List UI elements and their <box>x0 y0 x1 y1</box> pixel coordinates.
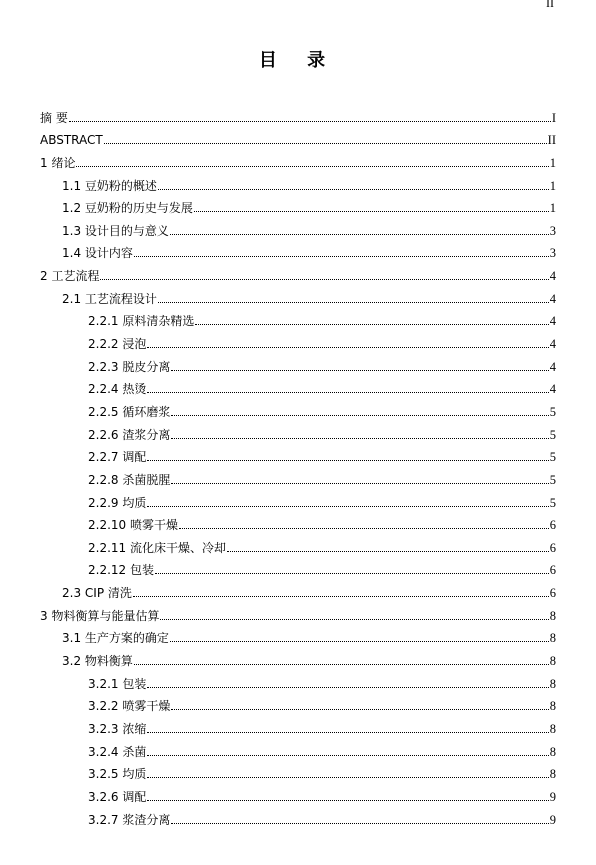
toc-entry-label: 1.2 豆奶粉的历史与发展 <box>62 201 193 216</box>
toc-dot-leader <box>147 346 548 348</box>
toc-entry[interactable] <box>40 238 556 261</box>
toc-entry[interactable] <box>40 147 556 170</box>
toc-entry-page: 8 <box>549 608 556 623</box>
toc-entry-page: 1 <box>549 201 556 216</box>
toc-entry-page: 4 <box>549 337 556 352</box>
toc-entry-label: 2.2.10 喷雾干燥 <box>88 518 178 533</box>
toc-entry-page: 8 <box>549 744 556 759</box>
toc-entry[interactable] <box>40 668 556 691</box>
toc-dot-leader <box>194 210 549 212</box>
toc-dot-leader <box>147 799 548 801</box>
toc-entry-label: 3.2.4 杀菌 <box>88 744 147 759</box>
toc-dot-leader <box>147 391 548 393</box>
toc-dot-leader <box>100 278 548 280</box>
toc-entry-label: 2.2.6 渣浆分离 <box>88 427 171 442</box>
toc-entry[interactable] <box>40 102 556 125</box>
toc-entry-page: 1 <box>549 178 556 193</box>
toc-dot-leader <box>76 165 548 167</box>
toc-dot-leader <box>171 437 548 439</box>
toc-dot-leader <box>195 323 548 325</box>
toc-entry-label: 1 绪论 <box>40 155 76 170</box>
toc-entry[interactable] <box>40 215 556 238</box>
toc-entry-page: 5 <box>549 404 556 419</box>
toc-entry-label: 3 物料衡算与能量估算 <box>40 608 160 623</box>
toc-entry-page: 8 <box>549 721 556 736</box>
toc-entry[interactable] <box>40 555 556 578</box>
toc-entry[interactable] <box>40 577 556 600</box>
toc-dot-leader <box>147 731 548 733</box>
toc-entry[interactable] <box>40 464 556 487</box>
toc-entry[interactable] <box>40 396 556 419</box>
page-number: II <box>546 0 554 10</box>
toc-entry-label: ABSTRACT <box>40 133 103 148</box>
toc-dot-leader <box>104 142 547 144</box>
toc-entry-label: 1.1 豆奶粉的概述 <box>62 178 157 193</box>
toc-entry[interactable] <box>40 442 556 465</box>
toc-entry-page: 5 <box>549 450 556 465</box>
toc-entry-page: 1 <box>549 155 556 170</box>
toc-dot-leader <box>69 120 551 122</box>
toc-entry[interactable] <box>40 306 556 329</box>
toc-entry-label: 3.2.5 均质 <box>88 767 147 782</box>
toc-entry[interactable] <box>40 804 556 827</box>
toc-entry-label: 2.2.9 均质 <box>88 495 147 510</box>
toc-dot-leader <box>147 776 548 778</box>
toc-dot-leader <box>179 527 549 529</box>
toc-entry-label: 3.2.3 浓缩 <box>88 721 147 736</box>
toc-entry[interactable] <box>40 623 556 646</box>
toc-entry-page: 4 <box>549 382 556 397</box>
toc-dot-leader <box>147 754 548 756</box>
toc-entry-page: 4 <box>549 359 556 374</box>
toc-entry-label: 2.2.5 循环磨浆 <box>88 404 171 419</box>
toc-dot-leader <box>171 369 548 371</box>
toc-entry-label: 3.2.6 调配 <box>88 789 147 804</box>
toc-dot-leader <box>170 233 549 235</box>
toc-entry-label: 3.2.2 喷雾干燥 <box>88 699 171 714</box>
toc-entry[interactable] <box>40 419 556 442</box>
toc-dot-leader <box>147 686 548 688</box>
toc-entry-page: I <box>551 110 556 125</box>
toc-dot-leader <box>134 663 549 665</box>
toc-entry-label: 2.2.12 包装 <box>88 563 154 578</box>
toc-dot-leader <box>171 822 548 824</box>
toc-entry-label: 2.2.3 脱皮分离 <box>88 359 171 374</box>
toc-entry-page: 8 <box>549 654 556 669</box>
toc-entry-label: 1.3 设计目的与意义 <box>62 223 169 238</box>
toc-entry-page: 8 <box>549 631 556 646</box>
toc-entry[interactable] <box>40 645 556 668</box>
toc-dot-leader <box>155 572 549 574</box>
table-of-contents <box>40 102 556 827</box>
toc-dot-leader <box>147 459 548 461</box>
toc-entry-label: 3.2.1 包装 <box>88 676 147 691</box>
toc-entry[interactable] <box>40 193 556 216</box>
toc-entry[interactable] <box>40 328 556 351</box>
toc-dot-leader <box>171 414 548 416</box>
toc-dot-leader <box>133 595 549 597</box>
toc-entry-page: 4 <box>549 269 556 284</box>
toc-entry-page: 3 <box>549 246 556 261</box>
toc-entry-page: 8 <box>549 676 556 691</box>
page-title: 目 录 <box>258 50 338 71</box>
toc-entry-page: 8 <box>549 699 556 714</box>
toc-dot-leader <box>227 550 549 552</box>
toc-dot-leader <box>134 255 549 257</box>
toc-entry-label: 2 工艺流程 <box>40 269 100 284</box>
toc-entry-label: 2.2.2 浸泡 <box>88 337 147 352</box>
toc-entry-page: 3 <box>549 223 556 238</box>
toc-entry-label: 2.2.1 原料清杂精选 <box>88 314 195 329</box>
toc-entry-label: 3.2 物料衡算 <box>62 654 133 669</box>
toc-entry-page: 6 <box>549 586 556 601</box>
toc-entry[interactable] <box>40 487 556 510</box>
toc-entry-page: 9 <box>549 789 556 804</box>
toc-entry-page: 4 <box>549 314 556 329</box>
toc-entry[interactable] <box>40 532 556 555</box>
toc-entry[interactable] <box>40 260 556 283</box>
toc-entry-label: 2.2.11 流化床干燥、冷却 <box>88 540 226 555</box>
toc-entry-page: 5 <box>549 472 556 487</box>
toc-dot-leader <box>160 618 548 620</box>
toc-entry-page: 6 <box>549 563 556 578</box>
toc-entry-page: 8 <box>549 767 556 782</box>
toc-dot-leader <box>171 708 548 710</box>
toc-entry[interactable] <box>40 781 556 804</box>
toc-entry-label: 2.2.7 调配 <box>88 450 147 465</box>
toc-entry-label: 1.4 设计内容 <box>62 246 133 261</box>
toc-entry-label: 2.2.8 杀菌脱腥 <box>88 472 171 487</box>
toc-entry[interactable] <box>40 351 556 374</box>
toc-entry-label: 3.2.7 浆渣分离 <box>88 812 171 827</box>
toc-entry-label: 3.1 生产方案的确定 <box>62 631 169 646</box>
toc-entry-label: 2.3 CIP 清洗 <box>62 586 132 601</box>
toc-entry[interactable] <box>40 374 556 397</box>
toc-entry[interactable] <box>40 600 556 623</box>
toc-entry[interactable] <box>40 510 556 533</box>
toc-entry-page: 5 <box>549 495 556 510</box>
toc-entry[interactable] <box>40 691 556 714</box>
toc-dot-leader <box>170 640 549 642</box>
toc-entry[interactable] <box>40 125 556 148</box>
toc-entry[interactable] <box>40 283 556 306</box>
toc-entry-label: 2.1 工艺流程设计 <box>62 291 157 306</box>
toc-entry-label: 摘 要 <box>40 110 68 125</box>
toc-entry-page: II <box>547 133 556 148</box>
toc-dot-leader <box>158 188 549 190</box>
toc-entry-page: 5 <box>549 427 556 442</box>
toc-entry-label: 2.2.4 热烫 <box>88 382 147 397</box>
toc-entry[interactable] <box>40 713 556 736</box>
toc-entry[interactable] <box>40 759 556 782</box>
toc-entry-page: 4 <box>549 291 556 306</box>
toc-dot-leader <box>147 505 548 507</box>
toc-entry[interactable] <box>40 736 556 759</box>
toc-entry[interactable] <box>40 170 556 193</box>
toc-entry-page: 6 <box>549 540 556 555</box>
toc-entry-page: 9 <box>549 812 556 827</box>
toc-entry-page: 6 <box>549 518 556 533</box>
toc-dot-leader <box>171 482 548 484</box>
toc-dot-leader <box>158 301 549 303</box>
